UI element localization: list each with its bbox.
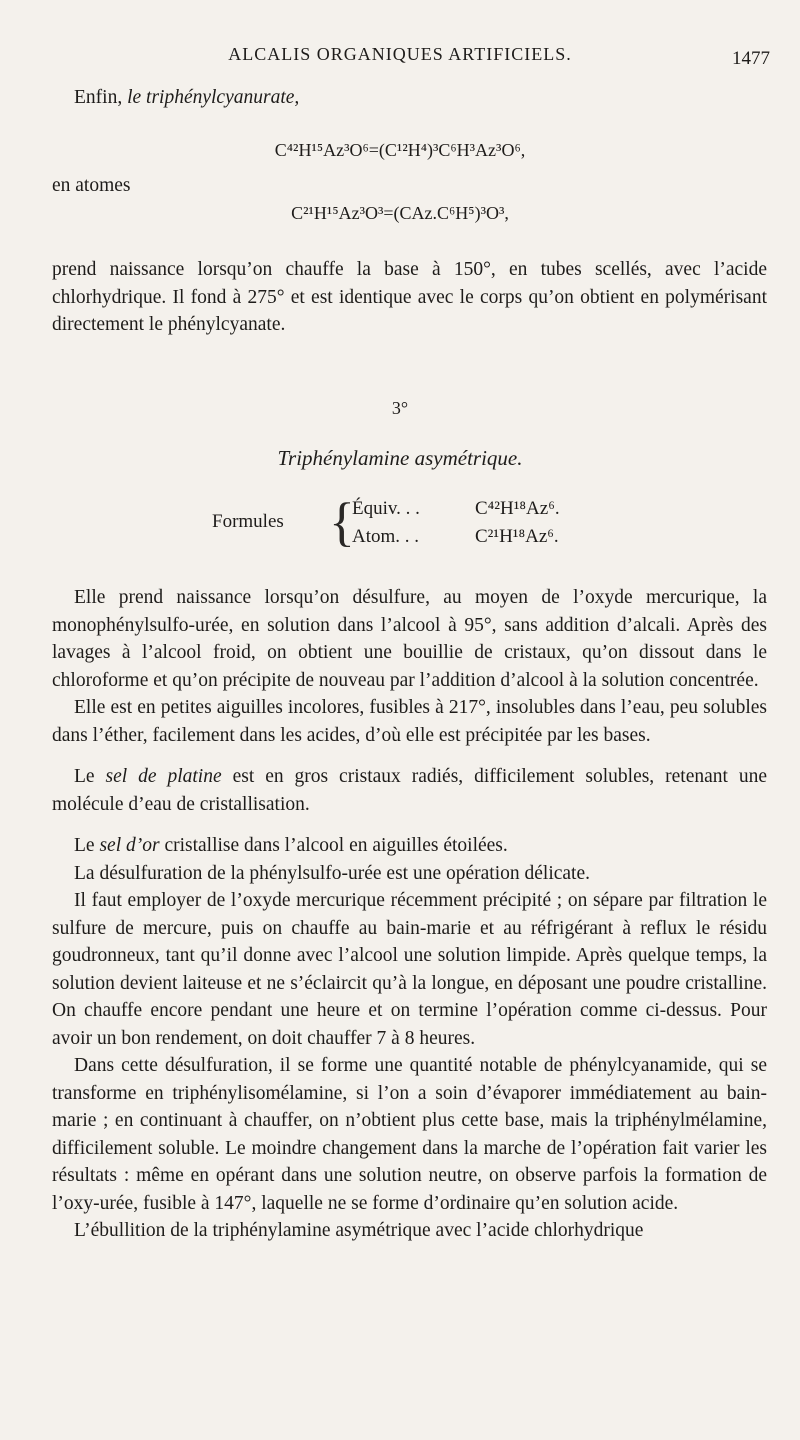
intro-lead: Enfin,: [74, 87, 123, 108]
running-title: ALCALIS ORGANIQUES ARTIFICIELS.: [228, 44, 572, 64]
intro-line: [52, 84, 767, 112]
paragraph-desulfuration: La désulfuration de la phénylsulfo-urée est une opération délicate.: [74, 862, 591, 884]
equiv-label: Équiv. . .: [352, 498, 420, 519]
atom-label: Atom. . .: [352, 526, 420, 547]
curly-brace: {: [329, 492, 355, 552]
paragraph-platinum-salt: [52, 763, 767, 818]
formulae-block: [212, 492, 612, 556]
section-number: 3°: [391, 398, 409, 418]
p3-em: sel de platine: [105, 766, 222, 787]
p4-after: cristallise dans l’alcool en aiguilles étoilées.: [164, 835, 508, 856]
intro-paragraph-block: [52, 256, 767, 339]
atom-formula: C²¹H¹⁸Az⁶.: [475, 526, 559, 547]
p3-after: est en gros cristaux radiés, difficilement solubles, retenant une molécule d’eau de cristallisation.: [52, 766, 768, 815]
en-atomes-line: [52, 172, 767, 200]
p3-before: Le: [74, 766, 95, 787]
paragraph-preparation: Elle prend naissance lorsqu’on désulfure, au moyen de l’oxyde mercurique, la monophénylsulfo-urée, en solution dans l’alcool à 95°, sans addition d’alcali. Après des lavages à l’alcool froid, on obtient une bouillie de cristaux, qu’on dissout dans le chloroforme et qu’on précipite de nouveau par l’addition d’alcool à la solution concentrée.: [52, 587, 767, 691]
paragraph-byproducts: Dans cette désulfuration, il se forme une quantité notable de phénylcyanamide, qui se transforme en triphénylisomélamine, si l’on a soin d’évaporer immédiatement au bain-marie ; en continuant à chauffer, on n’obtient plus cette base, mais la triphénylmélamine, difficilement soluble. Le moindre changement dans la marche de l’opération fait varier les résultats : même en opérant dans une solution neutre, on observe parfois la formation de l’oxy-urée, fusible à 147°, laquelle ne se forme d’ordinaire qu’en solution acide.: [52, 1055, 767, 1214]
p4-before: Le: [74, 835, 95, 856]
equiv-formula: C⁴²H¹⁸Az⁶.: [475, 498, 560, 519]
formula-equivalents: C⁴²H¹⁵Az³O⁶=(C¹²H⁴)³C⁶H³Az³O⁶,: [274, 140, 526, 160]
paragraph-ebullition: L’ébullition de la triphénylamine asymétrique avec l’acide chlorhydrique: [74, 1220, 644, 1241]
page-header: [0, 44, 800, 74]
intro-subject: le triphénylcyanurate,: [127, 87, 300, 108]
paragraph-properties: Elle est en petites aiguilles incolores, fusibles à 217°, insolubles dans l’eau, peu solubles dans l’éther, facilement dans les acides, d’où elle est précipitée par les bases.: [52, 697, 767, 746]
paragraph-gold-salt: [52, 832, 767, 860]
formula-atomes: C²¹H¹⁵Az³O³=(CAz.C⁶H⁵)³O³,: [291, 203, 509, 223]
body-text: [52, 584, 767, 1245]
en-atomes-text: en atomes: [52, 175, 131, 196]
formules-label: Formules: [212, 511, 284, 532]
page-number: 1477: [732, 48, 770, 69]
section-title: Triphénylamine asymétrique.: [277, 446, 523, 470]
intro-paragraph: prend naissance lorsqu’on chauffe la base à 150°, en tubes scellés, avec l’acide chlorhydrique. Il fond à 275° et est identique avec le corps qu’on obtient en polymérisant directement le phénylcyanate.: [52, 259, 767, 335]
paragraph-procedure: Il faut employer de l’oxyde mercurique récemment précipité ; on sépare par filtration le sulfure de mercure, puis on chauffe au bain-marie et au réfrigérant à reflux le résidu goudronneux, tant qu’il donne avec l’alcool une solution limpide. Après quelque temps, la solution devient laiteuse et ne s’éclaircit qu’à la longue, en déposant une poudre cristalline. On chauffe encore pendant une heure et on termine l’opération comme ci-dessus. Pour avoir un bon rendement, on doit chauffer 7 à 8 heures.: [52, 890, 767, 1049]
p4-em: sel d’or: [99, 835, 160, 856]
